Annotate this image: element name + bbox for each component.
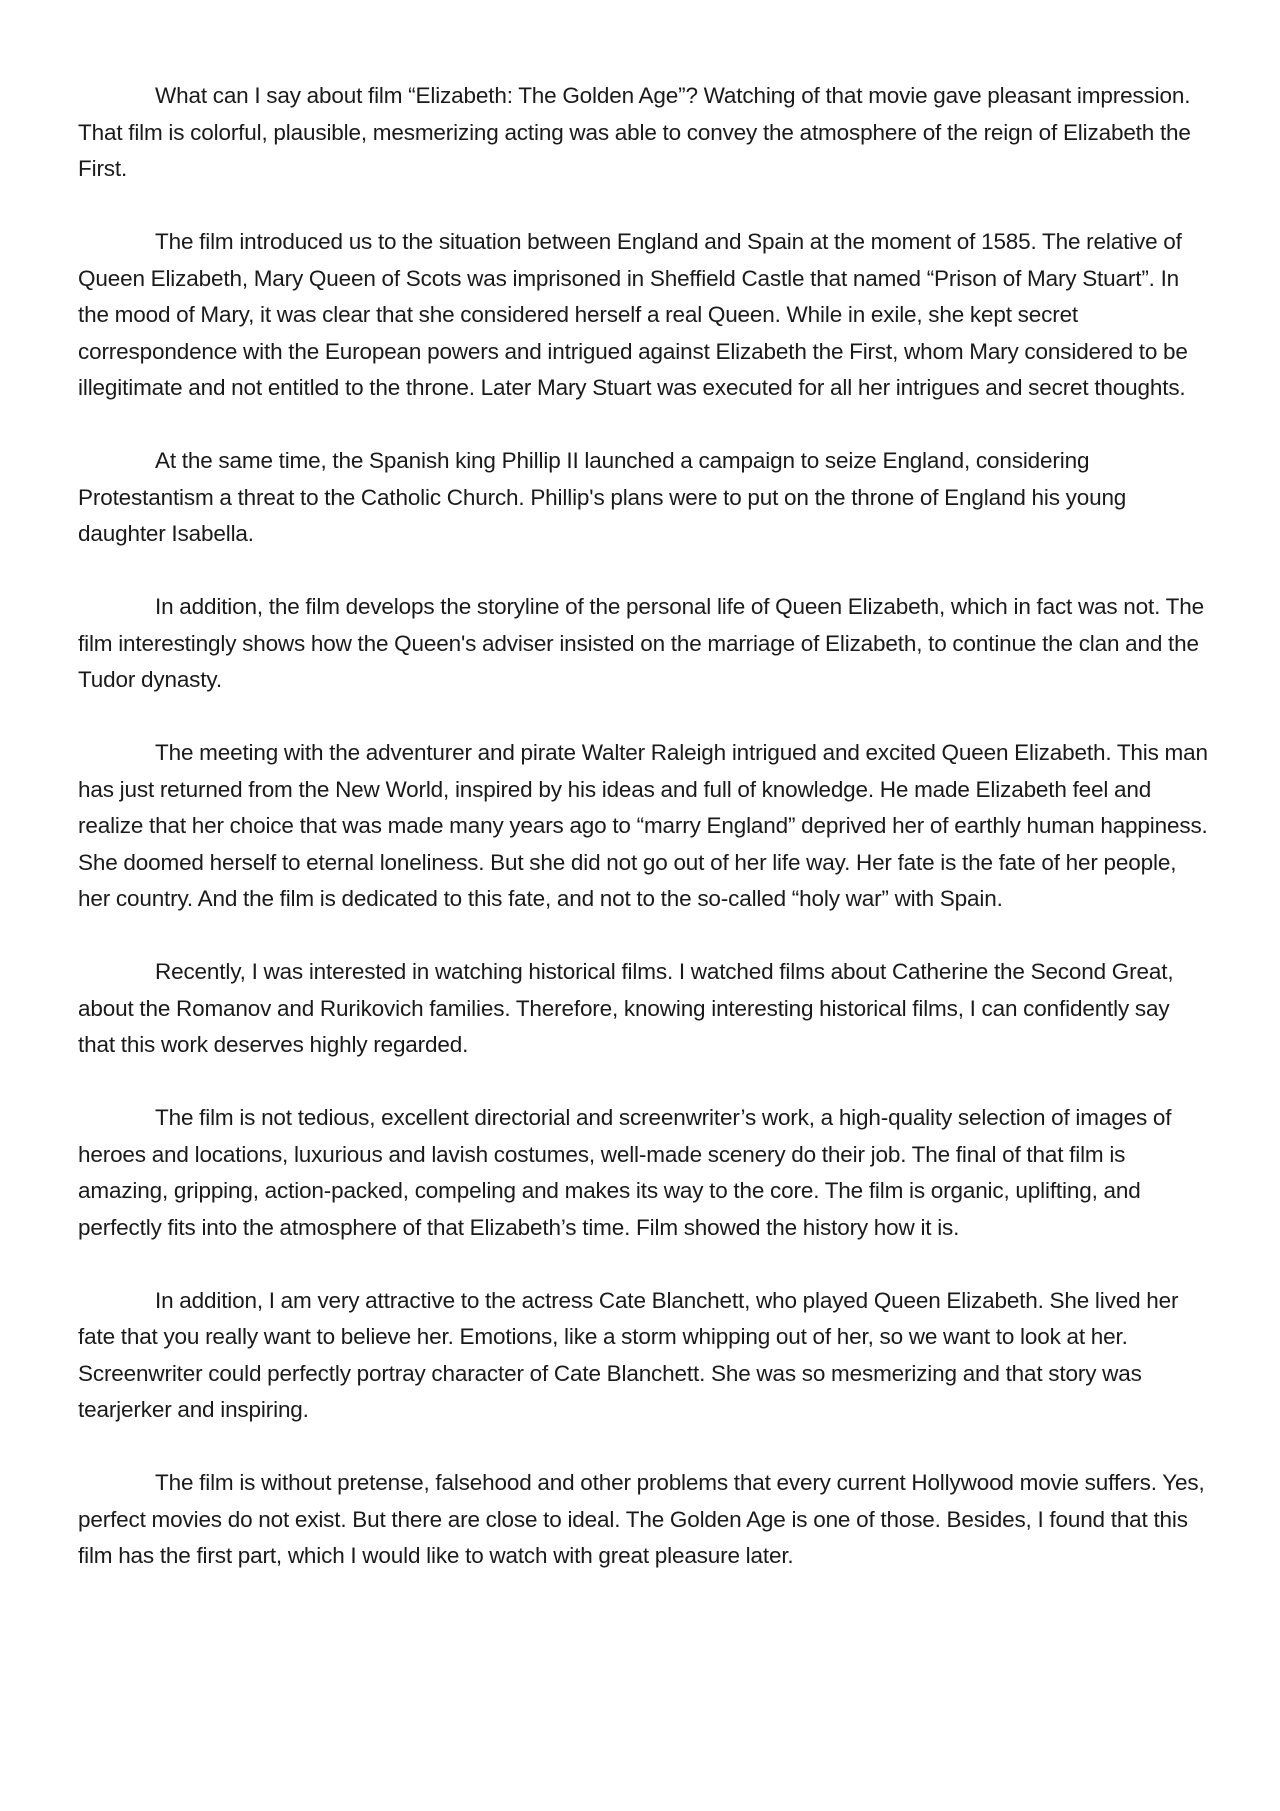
paragraph-3: At the same time, the Spanish king Phillip II launched a campaign to seize England, considering Protestantism a threat to the Catholic Church. Phillip's plans were to put on the throne of England his young daughter Isabella.	[78, 448, 1127, 546]
paragraph-9: The film is without pretense, falsehood and other problems that every current Hollywood movie suffers. Yes, perfect movies do not exist. But there are close to ideal. The Golden Age is one of those. Besides, I found that this film has the first part, which I would like to watch with great pleasure later.	[78, 1470, 1205, 1568]
paragraph-7: The film is not tedious, excellent directorial and screenwriter’s work, a high-quality selection of images of heroes and locations, luxurious and lavish costumes, well-made scenery do their job. The final of that film is amazing, gripping, action-packed, compeling and makes its way to the core. The film is organic, uplifting, and perfectly fits into the atmosphere of that Elizabeth’s time. Film showed the history how it is.	[78, 1105, 1172, 1240]
essay-body	[78, 78, 1210, 1575]
paragraph-8: In addition, I am very attractive to the actress Cate Blanchett, who played Queen Elizabeth. She lived her fate that you really want to believe her. Emotions, like a storm whipping out of her, so we want to look at her. Screenwriter could perfectly portray character of Cate Blanchett. She was so mesmerizing and that story was tearjerker and inspiring.	[78, 1287, 1179, 1422]
paragraph-2: The film introduced us to the situation between England and Spain at the moment of 1585. The relative of Queen Elizabeth, Mary Queen of Scots was imprisoned in Sheffield Castle that named “Prison of Mary Stuart”. In the mood of Mary, it was clear that she considered herself a real Queen. While in exile, she kept secret correspondence with the European powers and intrigued against Elizabeth the First, whom Mary considered to be illegitimate and not entitled to the throne. Later Mary Stuart was executed for all her intrigues and secret thoughts.	[78, 229, 1188, 400]
paragraph-1: What can I say about film “Elizabeth: The Golden Age”? Watching of that movie gave pleasant impression. That film is colorful, plausible, mesmerizing acting was able to convey the atmosphere of the reign of Elizabeth the First.	[78, 83, 1191, 181]
paragraph-6: Recently, I was interested in watching historical films. I watched films about Catherine the Second Great, about the Romanov and Rurikovich families. Therefore, knowing interesting historical films, I can confidently say that this work deserves highly regarded.	[78, 959, 1174, 1057]
paragraph-5: The meeting with the adventurer and pirate Walter Raleigh intrigued and excited Queen Elizabeth. This man has just returned from the New World, inspired by his ideas and full of knowledge. He made Elizabeth feel and realize that her choice that was made many years ago to “marry England” deprived her of earthly human happiness. She doomed herself to eternal loneliness. But she did not go out of her life way. Her fate is the fate of her people, her country. And the film is dedicated to this fate, and not to the so-called “holy war” with Spain.	[78, 740, 1208, 911]
paragraph-4: In addition, the film develops the storyline of the personal life of Queen Elizabeth, which in fact was not. The film interestingly shows how the Queen's adviser insisted on the marriage of Elizabeth, to continue the clan and the Tudor dynasty.	[78, 594, 1204, 692]
